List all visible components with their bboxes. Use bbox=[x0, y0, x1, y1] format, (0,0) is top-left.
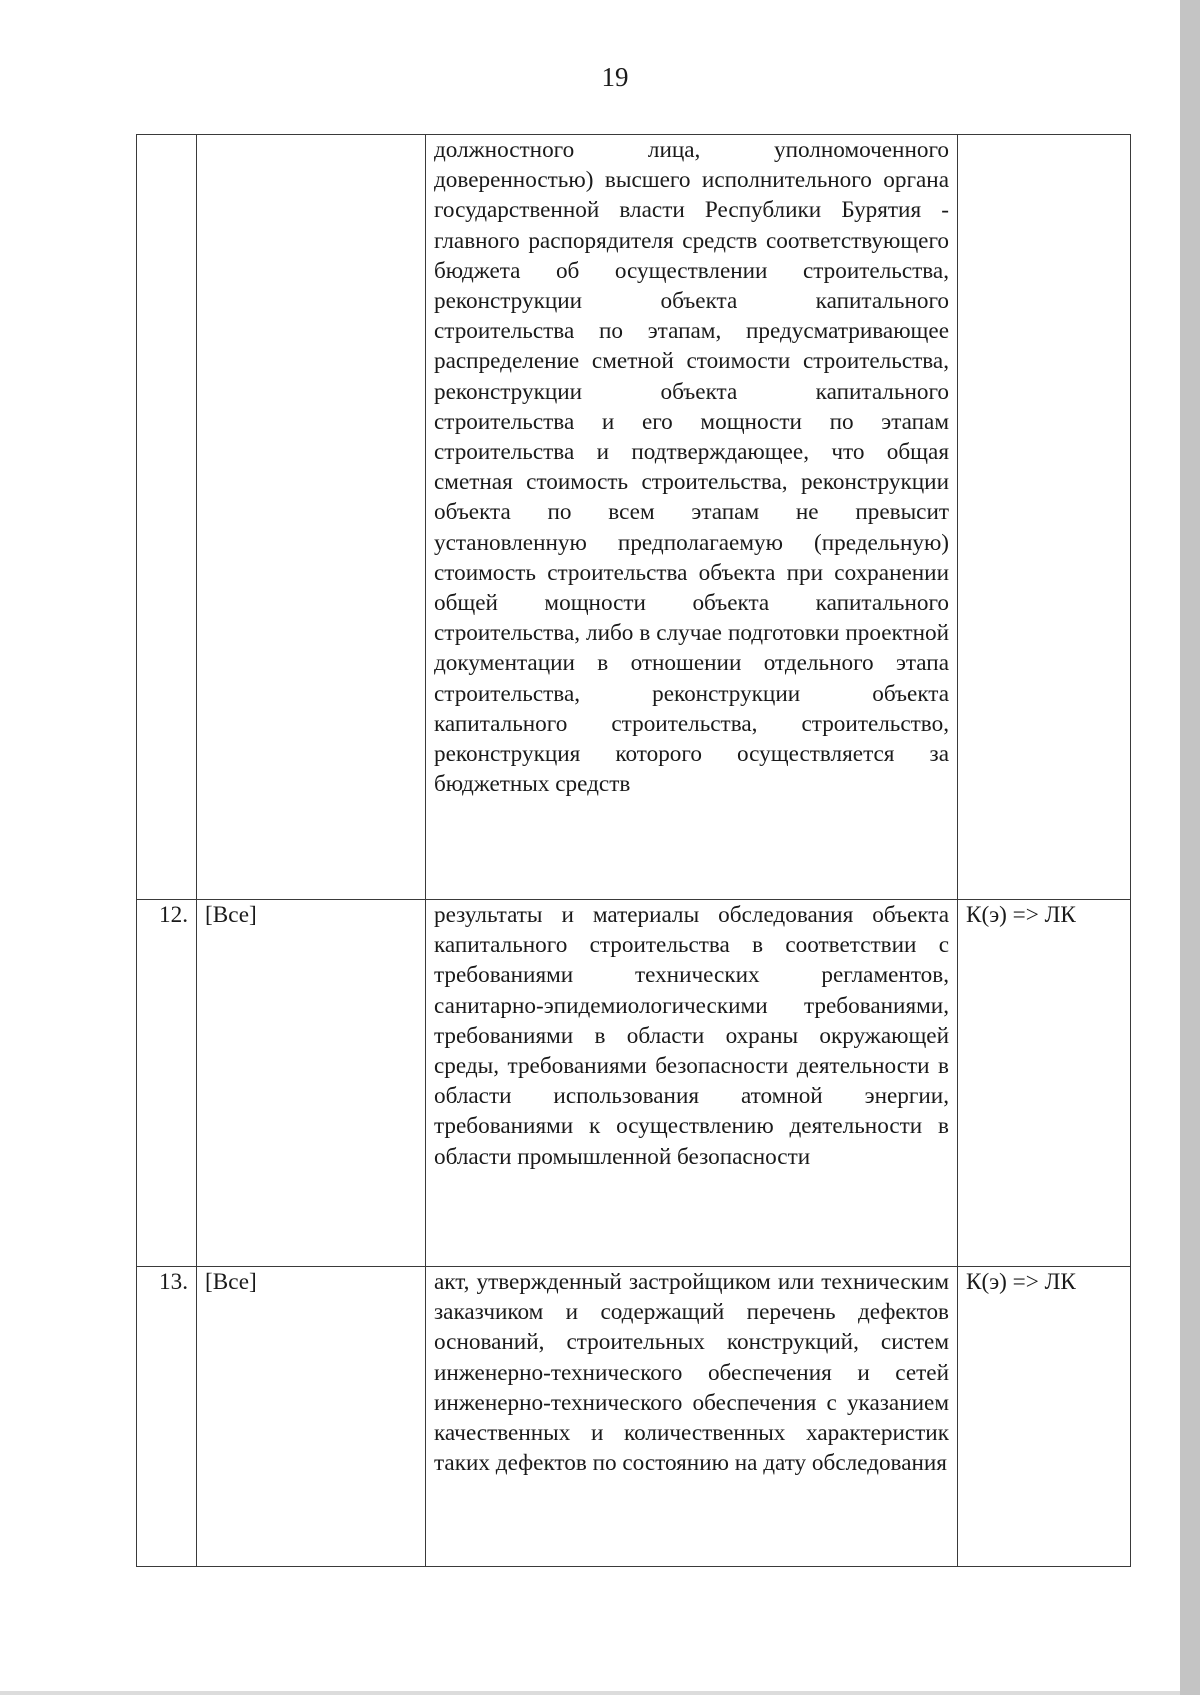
row-description: должностного лица, уполномоченного доверенностью) высшего исполнительного органа государственной власти Республики Бурятия - главного распорядителя средств соответствующего бюджета об осуществлении строительства, реконструкции объекта капитального строительства по этапам, предусматривающее распределение сметной стоимости строительства, реконструкции объекта капитального строительства и его мощности по этапам строительства и подтверждающее, что общая сметная стоимость строительства, реконструкции объекта по всем этапам не превысит установленную предполагаемую (предельную) стоимость строительства объекта при сохранении общей мощности объекта капитального строительства, либо в случае подготовки проектной документации в отношении отдельного этапа строительства, реконструкции объекта капитального строительства, строительство, реконструкция которого осуществляется за бюджетных средств bbox=[426, 135, 958, 900]
table-row bbox=[137, 135, 1131, 900]
scan-edge-shadow bbox=[1180, 0, 1200, 1695]
row-number: 12. bbox=[137, 900, 197, 1267]
requirements-table bbox=[136, 134, 1131, 1567]
row-number bbox=[137, 135, 197, 900]
scan-bottom-shadow bbox=[0, 1691, 1180, 1695]
row-format: К(э) => ЛК bbox=[958, 1267, 1131, 1567]
row-description: результаты и материалы обследования объекта капитального строительства в соответствии с требованиями технических регламентов, санитарно-эпидемиологическими требованиями, требованиями в области охраны окружающей среды, требованиями безопасности деятельности в области использования атомной энергии, требованиями к осуществлению деятельности в области промышленной безопасности bbox=[426, 900, 958, 1267]
row-description: акт, утвержденный застройщиком или техническим заказчиком и содержащий перечень дефектов оснований, строительных конструкций, систем инженерно-технического обеспечения и сетей инженерно-технического обеспечения с указанием качественных и количественных характеристик таких дефектов по состоянию на дату обследования bbox=[426, 1267, 958, 1567]
row-scope: [Все] bbox=[197, 900, 426, 1267]
row-scope: [Все] bbox=[197, 1267, 426, 1567]
row-scope bbox=[197, 135, 426, 900]
row-format bbox=[958, 135, 1131, 900]
row-format: К(э) => ЛК bbox=[958, 900, 1131, 1267]
table-row bbox=[137, 1267, 1131, 1567]
page-number: 19 bbox=[601, 62, 629, 92]
row-number: 13. bbox=[137, 1267, 197, 1567]
table-row bbox=[137, 900, 1131, 1267]
